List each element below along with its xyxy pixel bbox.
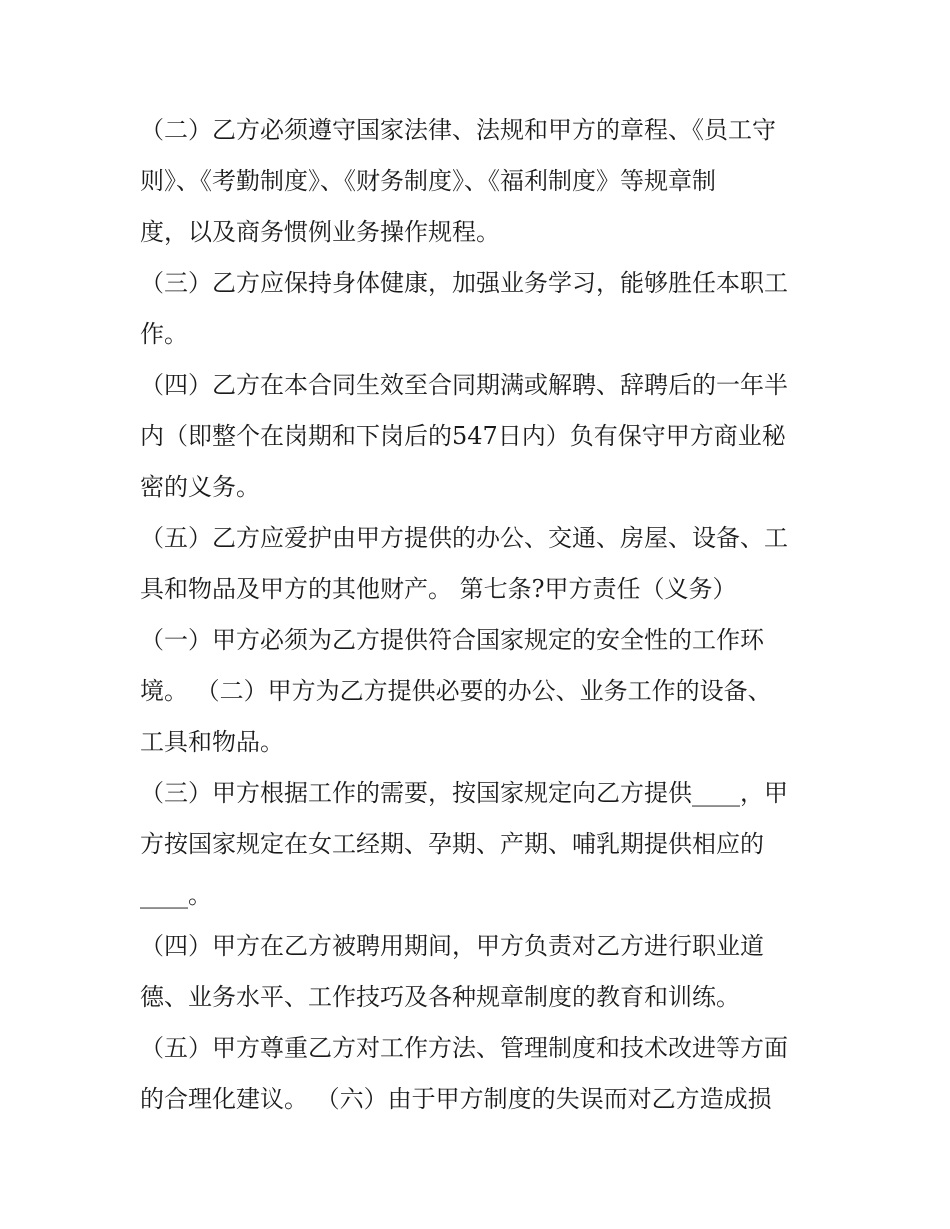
text-line: （三）乙方应保持身体健康，加强业务学习，能够胜任本职工	[140, 269, 788, 297]
text-line: 具和物品及甲方的其他财产。 第七条?甲方责任（义务）	[140, 575, 737, 603]
text-line: 方按国家规定在女工经期、孕期、产期、哺乳期提供相应的	[140, 830, 764, 858]
text-line: 则》、《考勤制度》、《财务制度》、《福利制度》等规章制	[140, 167, 716, 195]
text-line: 内（即整个在岗期和下岗后的547日内）负有保守甲方商业秘	[140, 422, 786, 450]
text-line: （五）甲方尊重乙方对工作方法、管理制度和技术改进等方面	[140, 1034, 788, 1062]
text-line: 工具和物品。	[140, 728, 284, 756]
text-line: 境。 （二）甲方为乙方提供必要的办公、业务工作的设备、	[140, 677, 772, 705]
text-line: 的合理化建议。 （六）由于甲方制度的失误而对乙方造成损	[140, 1085, 772, 1113]
text-line: （二）乙方必须遵守国家法律、法规和甲方的章程、《员工守	[140, 116, 776, 144]
text-line: （四）乙方在本合同生效至合同期满或解聘、辞聘后的一年半	[140, 371, 788, 399]
text-line: 密的义务。	[140, 473, 260, 501]
text-line: （三）甲方根据工作的需要，按国家规定向乙方提供____，甲	[140, 779, 788, 807]
text-line: （一）甲方必须为乙方提供符合国家规定的安全性的工作环	[140, 626, 764, 654]
text-line: 德、业务水平、工作技巧及各种规章制度的教育和训练。	[140, 983, 740, 1011]
text-line: 度，以及商务惯例业务操作规程。	[140, 218, 500, 246]
text-line: （四）甲方在乙方被聘用期间，甲方负责对乙方进行职业道	[140, 932, 764, 960]
text-line: 作。	[140, 320, 188, 348]
text-line: （五）乙方应爱护由甲方提供的办公、交通、房屋、设备、工	[140, 524, 788, 552]
contract-text	[140, 105, 820, 1125]
text-line: ____。	[140, 881, 212, 909]
